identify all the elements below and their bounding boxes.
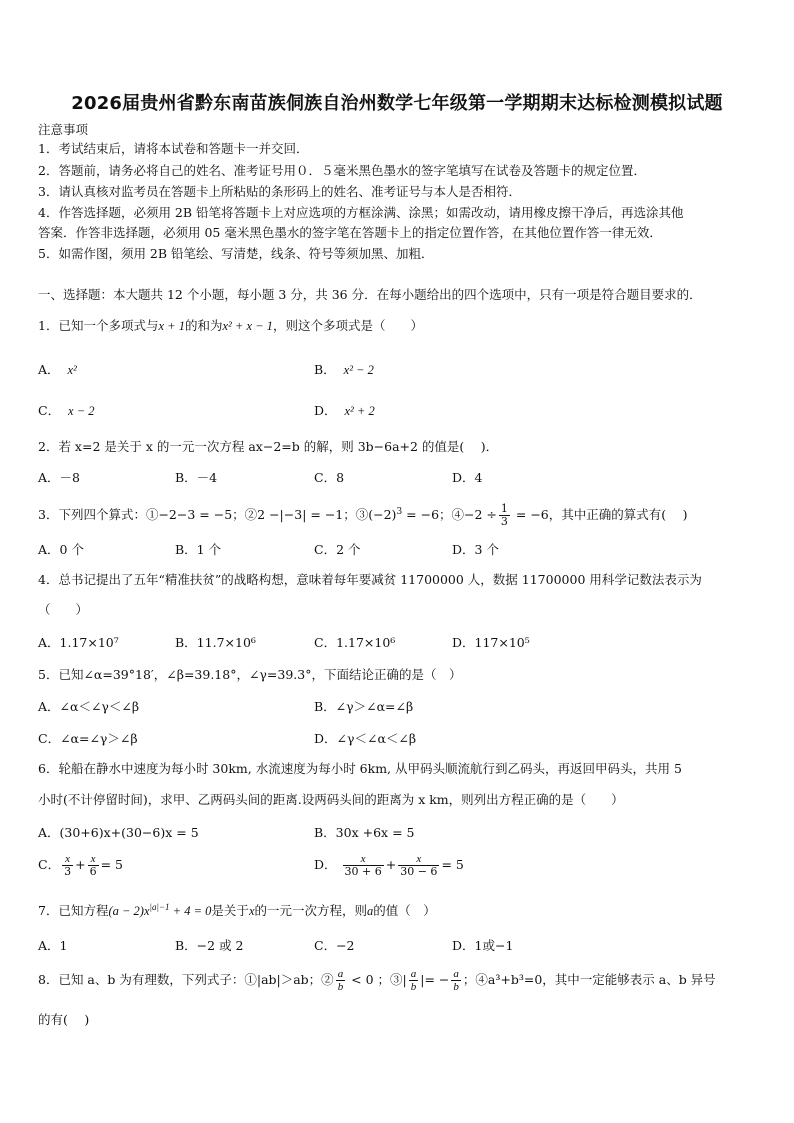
q5-option-b: B．∠γ＞∠α=∠β bbox=[314, 699, 414, 714]
q1-option-d: D． x² + 2 bbox=[314, 403, 375, 418]
q1-expr2: x² + x − 1 bbox=[222, 319, 273, 333]
q1-option-c: C． x − 2 bbox=[38, 403, 95, 418]
q2-option-c: C．8 bbox=[314, 470, 345, 485]
q6-option-d: D． $\frac{x}{30 + 6}$ + $\frac{x}{30 - 6}$ = 5 bbox=[314, 853, 464, 878]
notice-item-2: 2．答题前，请务必将自己的姓名、准考证号用０．５毫米黑色墨水的签字笔填写在试卷及答题卡的规定位置． bbox=[38, 163, 646, 178]
q7-option-d: D．1或−1 bbox=[452, 938, 514, 953]
q1-option-b: B． x² − 2 bbox=[314, 362, 374, 377]
question-4-stem-cont: （ ） bbox=[38, 602, 89, 617]
notice-item-3: 3．请认真核对监考员在答题卡上所粘贴的条形码上的姓名、准考证号与本人是否相符． bbox=[38, 184, 521, 199]
question-3-stem: 3．下列四个算式：①−2−3 = −5；②2 −|−3| = −1；$③(-2)^3 = -6$；④−2 ÷ $\frac{1}{3}$ = −6，其中正确的算式有( ) bbox=[38, 502, 688, 528]
question-1-stem bbox=[38, 317, 423, 335]
question-8-stem: 8．已知 a、b 为有理数，下列式子：①|ab|＞ab；② $\frac{a}{b}$ < 0 ；③| $\frac{a}{b}$ |= − $\frac{a}{b}$ ；④a³+b³=0，其中一定能够表示 a、b 异号 bbox=[38, 968, 716, 993]
q2-option-d: D．4 bbox=[452, 470, 483, 485]
notice-item-4: 4．作答选择题，必须用 2B 铅笔将答题卡上对应选项的方框涂满、涂黑；如需改动，请用橡皮擦干净后，再选涂其他 bbox=[38, 205, 684, 220]
q4-option-d: D．117×10⁵ bbox=[452, 635, 530, 650]
q6-option-b: B．30x +6x = 5 bbox=[314, 825, 415, 840]
notice-item-5: 5．如需作图，须用 2B 铅笔绘、写清楚，线条、符号等须加黑、加粗． bbox=[38, 246, 434, 261]
question-7-stem: 7．已知方程$(a - 2)x^{|a|-1} + 4 = 0$是关于x的一元一次方程，则a的值（ ） bbox=[38, 902, 436, 919]
q3-fraction: $\frac{1}{3}$ bbox=[500, 502, 508, 528]
q3-option-b: B．1 个 bbox=[175, 542, 222, 557]
q6-option-c: C． $\frac{x}{3}$ + $\frac{x}{6}$ = 5 bbox=[38, 853, 123, 878]
q1-stem-a: 1．已知一个多项式与 bbox=[38, 318, 159, 333]
q1-stem-b: 的和为 bbox=[184, 318, 223, 333]
q2-option-a: A．－8 bbox=[38, 470, 80, 485]
q7-option-c: C．−2 bbox=[314, 938, 355, 953]
page-title: 2026届贵州省黔东南苗族侗族自治州数学七年级第一学期期末达标检测模拟试题 bbox=[71, 93, 723, 114]
question-5-stem: 5．已知∠α=39°18′，∠β=39.18°，∠γ=39.3°，下面结论正确的是（ ） bbox=[38, 667, 462, 682]
question-2-stem: 2．若 x=2 是关于 x 的一元一次方程 ax−2=b 的解，则 3b−6a+2 的值是( )． bbox=[38, 439, 499, 454]
notice-item-4-cont: 答案．作答非选择题，必须用 05 毫米黑色墨水的签字笔在答题卡上的指定位置作答，在其他位置作答一律无效． bbox=[38, 225, 662, 240]
notice-heading: 注意事项 bbox=[38, 122, 89, 137]
section-heading: 一、选择题：本大题共 12 个小题，每小题 3 分，共 36 分．在每小题给出的四个选项中，只有一项是符合题目要求的． bbox=[38, 287, 702, 302]
q5-option-d: D．∠γ＜∠α＜∠β bbox=[314, 731, 417, 746]
q3-option-c: C．2 个 bbox=[314, 542, 361, 557]
notice-item-1: 1．考试结束后，请将本试卷和答题卡一并交回． bbox=[38, 141, 309, 156]
q1-option-a: A． x² bbox=[38, 362, 77, 377]
q3-option-d: D．3 个 bbox=[452, 542, 499, 557]
q6-option-a: A．(30+6)x+(30−6)x = 5 bbox=[38, 825, 199, 840]
q4-option-c: C．1.17×10⁶ bbox=[314, 635, 396, 650]
q3-option-a: A．0 个 bbox=[38, 542, 84, 557]
q4-option-a: A．1.17×10⁷ bbox=[38, 635, 119, 650]
q1-expr1: x + 1 bbox=[158, 319, 185, 333]
question-6-stem-cont: 小时(不计停留时间)，求甲、乙两码头间的距离.设两码头间的距离为 x km，则列出方程正确的是（ ） bbox=[38, 792, 624, 807]
question-4-stem: 4．总书记提出了五年“精准扶贫”的战略构想，意味着每年要减贫 11700000 人，数据 11700000 用科学记数法表示为 bbox=[38, 572, 702, 587]
q7-option-b: B．−2 或 2 bbox=[175, 938, 244, 953]
q5-option-a: A．∠α＜∠γ＜∠β bbox=[38, 699, 140, 714]
q2-option-b: B．－4 bbox=[175, 470, 218, 485]
q1-stem-c: ，则这个多项式是（ ） bbox=[272, 318, 423, 333]
question-6-stem: 6．轮船在静水中速度为每小时 30km, 水流速度为每小时 6km, 从甲码头顺流航行到乙码头，再返回甲码头，共用 5 bbox=[38, 761, 682, 776]
q4-option-b: B．11.7×10⁶ bbox=[175, 635, 256, 650]
question-8-stem-cont: 的有( ) bbox=[38, 1012, 90, 1027]
q5-option-c: C．∠α=∠γ＞∠β bbox=[38, 731, 138, 746]
q7-option-a: A．1 bbox=[38, 938, 68, 953]
